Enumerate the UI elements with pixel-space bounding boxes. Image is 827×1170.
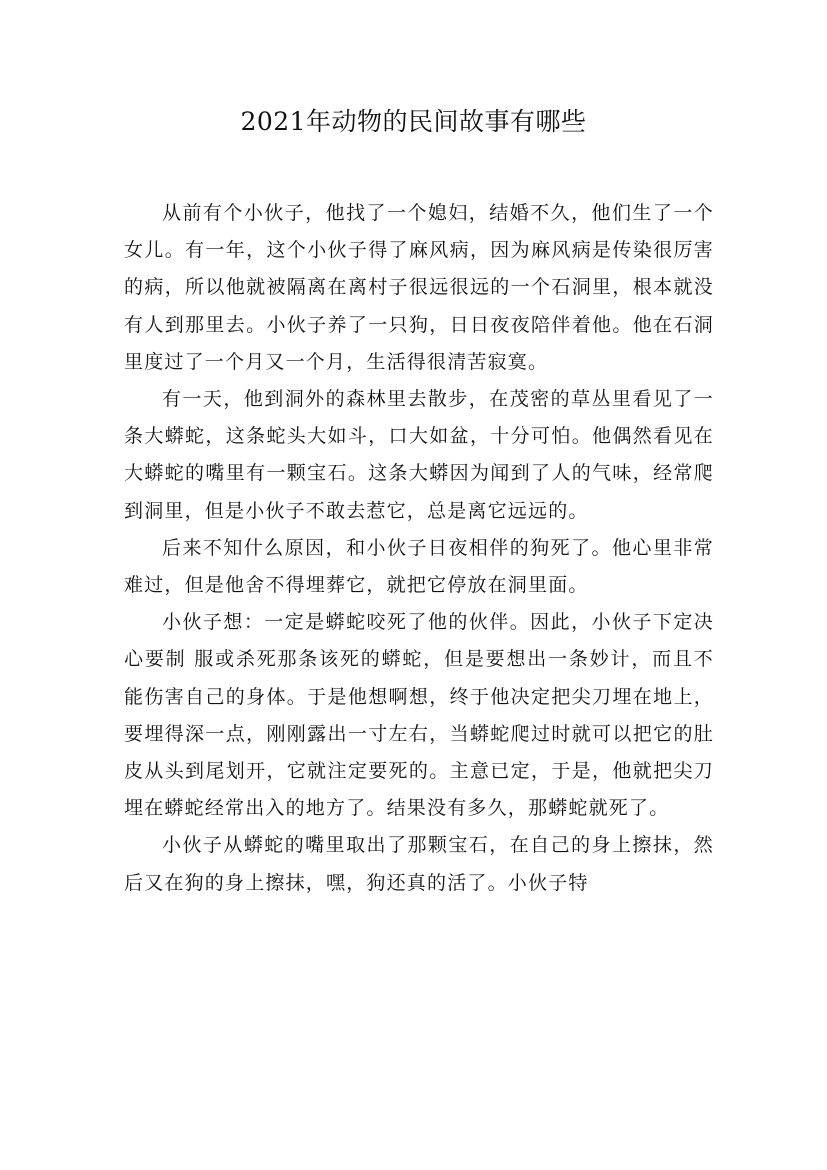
paragraph: 从前有个小伙子，他找了一个媳妇，结婚不久，他们生了一个女儿。有一年，这个小伙子得了麻风病，因为麻风病是传染很厉害的病，所以他就被隔离在离村子很远很远的一个石洞里，根本就没有人到那里去。小伙子养了一只狗，日日夜夜陪伴着他。他在石洞里度过了一个月又一个月，生活得很清苦寂寞。 (124, 202, 714, 373)
paragraph: 后来不知什么原因，和小伙子日夜相伴的狗死了。他心里非常难过，但是他舍不得埋葬它，就把它停放在洞里面。 (124, 536, 714, 597)
paragraph: 小伙子从蟒蛇的嘴里取出了那颗宝石，在自己的身上擦抹，然后又在狗的身上擦抹，嘿，狗还真的活了。小伙子特 (124, 834, 714, 894)
document-title: 2021年动物的民间故事有哪些 (240, 107, 587, 136)
paragraph: 小伙子想：一定是蟒蛇咬死了他的伙伴。因此，小伙子下定决心要制 服或杀死那条该死的蟒蛇，但是要想出一条妙计，而且不能伤害自己的身体。于是他想啊想，终于他决定把尖刀埋在地上，要埋得深一点，刚刚露出一寸左右，当蟒蛇爬过时就可以把它的肚皮从头到尾划开，它就注定要死的。主意已定，于是，他就把尖刀埋在蟒蛇经常出入的地方了。结果没有多久，那蟒蛇就死了。 (124, 611, 714, 820)
document-body (124, 195, 714, 902)
paragraph: 有一天，他到洞外的森林里去散步，在茂密的草丛里看见了一条大蟒蛇，这条蛇头大如斗，口大如盆，十分可怕。他偶然看见在大蟒蛇的嘴里有一颗宝石。这条大蟒因为闻到了人的气味，经常爬到洞里，但是小伙子不敢去惹它，总是离它远远的。 (124, 388, 714, 522)
